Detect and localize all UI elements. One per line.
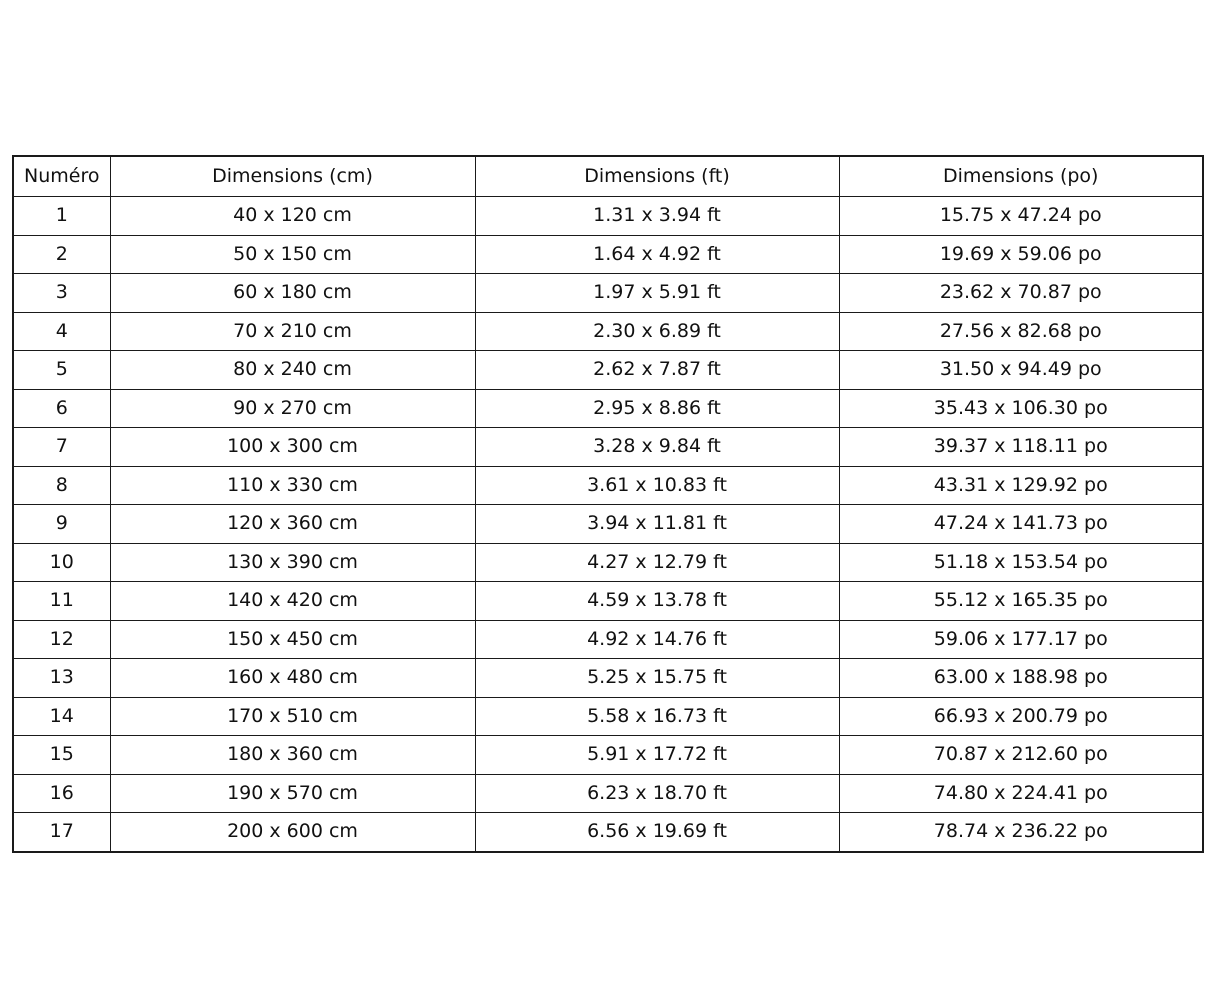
cell-numero: 11 — [13, 582, 110, 621]
cell-dimensions-ft: 6.56 x 19.69 ft — [475, 813, 839, 852]
cell-numero: 3 — [13, 274, 110, 313]
cell-dimensions-po: 51.18 x 153.54 po — [839, 543, 1203, 582]
cell-dimensions-cm: 180 x 360 cm — [110, 736, 475, 775]
table-row — [13, 774, 1203, 813]
cell-numero: 4 — [13, 312, 110, 351]
dimensions-table-container — [12, 155, 1202, 853]
table-row — [13, 505, 1203, 544]
cell-dimensions-cm: 130 x 390 cm — [110, 543, 475, 582]
table-row — [13, 466, 1203, 505]
cell-dimensions-cm: 200 x 600 cm — [110, 813, 475, 852]
cell-dimensions-po: 74.80 x 224.41 po — [839, 774, 1203, 813]
cell-dimensions-ft: 1.97 x 5.91 ft — [475, 274, 839, 313]
table-body — [13, 197, 1203, 852]
table-row — [13, 582, 1203, 621]
cell-dimensions-cm: 70 x 210 cm — [110, 312, 475, 351]
table-row — [13, 274, 1203, 313]
cell-dimensions-po: 35.43 x 106.30 po — [839, 389, 1203, 428]
table-row — [13, 620, 1203, 659]
cell-dimensions-cm: 90 x 270 cm — [110, 389, 475, 428]
cell-dimensions-po: 23.62 x 70.87 po — [839, 274, 1203, 313]
cell-dimensions-cm: 140 x 420 cm — [110, 582, 475, 621]
cell-numero: 5 — [13, 351, 110, 390]
cell-dimensions-ft: 2.95 x 8.86 ft — [475, 389, 839, 428]
cell-dimensions-ft: 3.61 x 10.83 ft — [475, 466, 839, 505]
cell-dimensions-cm: 100 x 300 cm — [110, 428, 475, 467]
cell-dimensions-cm: 120 x 360 cm — [110, 505, 475, 544]
cell-numero: 9 — [13, 505, 110, 544]
cell-dimensions-po: 66.93 x 200.79 po — [839, 697, 1203, 736]
cell-dimensions-ft: 1.64 x 4.92 ft — [475, 235, 839, 274]
cell-dimensions-po: 43.31 x 129.92 po — [839, 466, 1203, 505]
cell-dimensions-cm: 110 x 330 cm — [110, 466, 475, 505]
cell-dimensions-ft: 1.31 x 3.94 ft — [475, 197, 839, 236]
cell-dimensions-ft: 4.27 x 12.79 ft — [475, 543, 839, 582]
cell-dimensions-ft: 3.28 x 9.84 ft — [475, 428, 839, 467]
table-row — [13, 659, 1203, 698]
cell-dimensions-po: 27.56 x 82.68 po — [839, 312, 1203, 351]
cell-dimensions-po: 15.75 x 47.24 po — [839, 197, 1203, 236]
cell-numero: 13 — [13, 659, 110, 698]
table-row — [13, 697, 1203, 736]
table-row — [13, 312, 1203, 351]
cell-dimensions-cm: 160 x 480 cm — [110, 659, 475, 698]
cell-dimensions-po: 39.37 x 118.11 po — [839, 428, 1203, 467]
table-row — [13, 813, 1203, 852]
cell-dimensions-po: 31.50 x 94.49 po — [839, 351, 1203, 390]
cell-dimensions-po: 63.00 x 188.98 po — [839, 659, 1203, 698]
cell-numero: 6 — [13, 389, 110, 428]
cell-numero: 1 — [13, 197, 110, 236]
cell-dimensions-po: 59.06 x 177.17 po — [839, 620, 1203, 659]
column-header-dimensions-ft: Dimensions (ft) — [475, 156, 839, 197]
cell-dimensions-po: 78.74 x 236.22 po — [839, 813, 1203, 852]
cell-numero: 12 — [13, 620, 110, 659]
cell-numero: 10 — [13, 543, 110, 582]
cell-numero: 16 — [13, 774, 110, 813]
cell-numero: 7 — [13, 428, 110, 467]
cell-dimensions-ft: 3.94 x 11.81 ft — [475, 505, 839, 544]
table-row — [13, 197, 1203, 236]
cell-dimensions-ft: 4.59 x 13.78 ft — [475, 582, 839, 621]
cell-dimensions-cm: 40 x 120 cm — [110, 197, 475, 236]
column-header-dimensions-po: Dimensions (po) — [839, 156, 1203, 197]
cell-dimensions-cm: 190 x 570 cm — [110, 774, 475, 813]
table-row — [13, 351, 1203, 390]
column-header-dimensions-cm: Dimensions (cm) — [110, 156, 475, 197]
table-row — [13, 736, 1203, 775]
cell-dimensions-cm: 80 x 240 cm — [110, 351, 475, 390]
cell-dimensions-ft: 5.58 x 16.73 ft — [475, 697, 839, 736]
table-header — [13, 156, 1203, 197]
table-row — [13, 389, 1203, 428]
cell-dimensions-cm: 150 x 450 cm — [110, 620, 475, 659]
cell-dimensions-ft: 4.92 x 14.76 ft — [475, 620, 839, 659]
column-header-numero: Numéro — [13, 156, 110, 197]
cell-dimensions-ft: 5.91 x 17.72 ft — [475, 736, 839, 775]
cell-numero: 17 — [13, 813, 110, 852]
table-row — [13, 235, 1203, 274]
cell-dimensions-cm: 170 x 510 cm — [110, 697, 475, 736]
cell-dimensions-po: 19.69 x 59.06 po — [839, 235, 1203, 274]
cell-numero: 8 — [13, 466, 110, 505]
cell-dimensions-po: 55.12 x 165.35 po — [839, 582, 1203, 621]
cell-dimensions-ft: 6.23 x 18.70 ft — [475, 774, 839, 813]
cell-dimensions-ft: 5.25 x 15.75 ft — [475, 659, 839, 698]
cell-dimensions-po: 70.87 x 212.60 po — [839, 736, 1203, 775]
cell-numero: 2 — [13, 235, 110, 274]
cell-dimensions-ft: 2.62 x 7.87 ft — [475, 351, 839, 390]
cell-numero: 14 — [13, 697, 110, 736]
table-row — [13, 543, 1203, 582]
cell-dimensions-po: 47.24 x 141.73 po — [839, 505, 1203, 544]
dimensions-table — [12, 155, 1204, 853]
cell-numero: 15 — [13, 736, 110, 775]
cell-dimensions-ft: 2.30 x 6.89 ft — [475, 312, 839, 351]
table-row — [13, 428, 1203, 467]
table-header-row — [13, 156, 1203, 197]
cell-dimensions-cm: 50 x 150 cm — [110, 235, 475, 274]
cell-dimensions-cm: 60 x 180 cm — [110, 274, 475, 313]
